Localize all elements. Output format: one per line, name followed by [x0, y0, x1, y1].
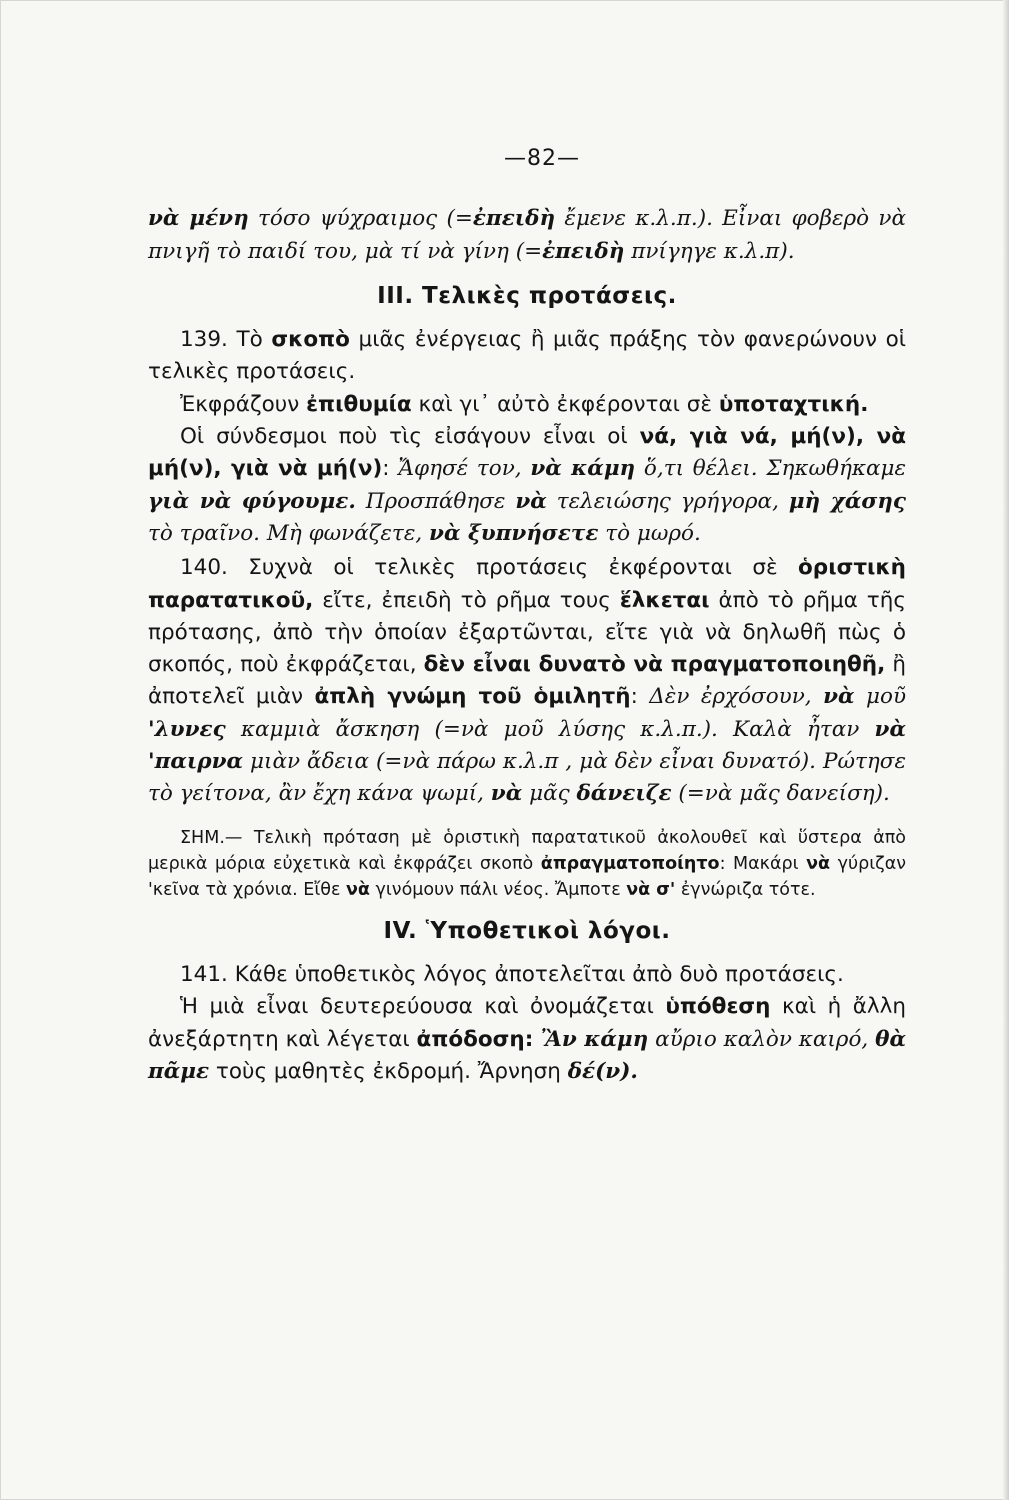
paragraph-139-conjunctions — [148, 421, 906, 550]
text-run: 'λυνες — [148, 716, 226, 742]
text-run: ἕλκεται — [619, 587, 710, 613]
text-run: Οἱ σύνδεσμοι ποὺ τὶς εἰσάγουν εἶναι οἱ — [180, 424, 640, 450]
text-run: νά, γιὰ νά, μή(ν), νὰ μή(ν), γιὰ νὰ μή(ν) — [148, 424, 906, 482]
text-run: δὲν εἶναι δυνατὸ νὰ πραγματοποιηθῆ, — [423, 652, 886, 678]
text-run: μιᾶς ἐνέργειας ἢ μιᾶς πράξης τὸν φανερώνουν οἱ τελικὲς προτάσεις. — [148, 327, 907, 385]
text-run: τοὺς μαθητὲς ἐκδρομή. Ἄρνηση — [209, 1058, 568, 1084]
text-run: Δὲν ἐρχόσουν, — [649, 684, 824, 710]
text-run: ΣΗΜ.— Τελικὴ πρόταση μὲ ὁριστικὴ παρατατικοῦ ἀκολουθεῖ καὶ ὕστερα ἀπὸ μερικὰ μόρια εὐχετικὰ καὶ ἐκφράζει σκοπὸ — [148, 827, 906, 874]
text-run: ἢ ἀποτελεῖ μιὰν — [148, 652, 906, 710]
paragraph-141 — [148, 959, 906, 991]
text-run: τόσο ψύχραιμος (= — [248, 206, 473, 232]
text-run: : Μακάρι — [719, 853, 807, 874]
text-run: ὁριστικὴ παρατατικοῦ, — [148, 555, 906, 613]
paragraph-139-mood — [148, 389, 906, 421]
text-run: καὶ γι᾽ αὐτὸ ἐκφέρονται σὲ — [411, 391, 719, 417]
section-heading-conditional-sentences: IV. Ὑποθετικοὶ λόγοι. — [383, 917, 671, 944]
text-run: νὰ — [823, 684, 855, 710]
paragraph-139-purpose — [148, 324, 906, 389]
page-number: —82— — [504, 146, 580, 171]
text-run: νὰ μένη — [148, 206, 249, 232]
text-run: εἴτε, ἐπειδὴ τὸ ρῆμα τους — [313, 587, 620, 613]
text-run: ἀπόδοση — [416, 1026, 525, 1052]
text-run: μὴ χάσης — [788, 488, 906, 514]
text-run: ὑπόθεση — [665, 994, 771, 1020]
text-run: νὰ 'παιρνα — [148, 716, 906, 775]
text-run: ἐπειδὴ — [542, 238, 625, 264]
text-run: : — [630, 684, 650, 710]
text-run: δάνειζε — [576, 781, 672, 807]
text-run: Ἄφησέ τον, — [398, 456, 531, 482]
text-run: νὰ — [515, 488, 547, 514]
text-run: αὔριο καλὸν καιρό, — [648, 1026, 876, 1052]
text-run: δέ(ν). — [567, 1058, 638, 1084]
text-run: τελειώσης γρήγορα, — [546, 488, 789, 514]
text-run: ὅ,τι θέλει. Σηκωθήκαμε — [635, 456, 906, 482]
text-run: τὸ τραῖνο. Μὴ φωνάζετε, — [148, 520, 430, 546]
text-run: γινόμουν πάλι νέος. Ἄμποτε — [369, 879, 627, 900]
text-run: σκοπὸ — [271, 327, 350, 353]
text-run: ἀπραγματοποίητο — [540, 853, 720, 874]
text-run: ἐπιθυμία — [306, 391, 412, 417]
text-run: ἐγνώριζα τότε. — [675, 879, 816, 900]
section-heading-final-clauses: III. Τελικὲς προτάσεις. — [377, 282, 677, 309]
text-run: ἀπὸ τὸ ρῆμα τῆς πρότασης, ἀπὸ τὴν ὁποίαν ἐξαρτῶνται, εἴτε γιὰ νὰ δηλωθῆ πὼς ὁ σκοπός, ποὺ ἐκφράζεται, — [148, 587, 906, 678]
text-run: Ἡ μιὰ εἶναι δευτερεύουσα καὶ ὀνομάζεται — [180, 994, 666, 1020]
text-run: μιὰν ἄδεια (=νὰ πάρω κ.λ.π , μὰ δὲν εἶναι δυνατό). Ρώτησε τὸ γείτονα, ἂν ἔχη κάνα ψωμί, — [148, 749, 906, 807]
text-run: νὰ ξυπνήσετε — [429, 520, 599, 546]
text-run: Ἐκφράζουν — [180, 391, 307, 417]
text-run: πνίγηγε κ.λ.π). — [624, 238, 795, 264]
text-run: Ἂν κάμη — [540, 1026, 649, 1052]
text-run: καὶ ἡ ἄλλη ἀνεξάρτητη καὶ λέγεται — [148, 994, 907, 1052]
text-run: νὰ — [346, 879, 370, 900]
text-run: γύριζαν 'κεῖνα τὰ χρόνια. Εἴθε — [148, 853, 907, 900]
text-run: 139. Τὸ — [180, 327, 272, 353]
text-run: ἐπειδὴ — [472, 206, 556, 232]
text-run: : — [524, 1026, 541, 1052]
text-run: : — [382, 456, 399, 482]
page-content — [148, 143, 906, 1088]
paragraph-141-parts — [148, 991, 906, 1088]
text-run: νὰ σ' — [626, 879, 676, 900]
text-run: νὰ — [490, 781, 523, 807]
text-run: ὑποταχτική. — [718, 391, 869, 417]
text-run: 140. Συχνὰ οἱ τελικὲς προτάσεις ἐκφέρονται σὲ — [180, 555, 799, 581]
text-run: καμμιὰ ἄσκηση (=νὰ μοῦ λύσης κ.λ.π.). Καλὰ ἦταν — [225, 716, 875, 742]
text-run: (=νὰ μᾶς δανείση). — [671, 781, 890, 807]
text-run: Προσπάθησε — [355, 488, 516, 514]
text-run: νὰ — [806, 853, 831, 874]
text-run: ἀπλὴ γνώμη τοῦ ὁμιλητῆ — [314, 684, 631, 710]
note-paragraph — [148, 825, 906, 903]
text-run: γιὰ νὰ φύγουμε. — [148, 488, 356, 514]
paragraph-intro — [148, 203, 906, 268]
text-run: θὰ πᾶμε — [148, 1026, 906, 1084]
text-run: 141. Κάθε ὑποθετικὸς λόγος ἀποτελεῖται ἀπὸ δυὸ προτάσεις. — [180, 961, 844, 987]
text-run: νὰ κάμη — [530, 456, 636, 482]
text-run: μᾶς — [522, 781, 577, 807]
text-run: μοῦ — [854, 684, 907, 710]
text-run: τὸ μωρό. — [598, 520, 701, 546]
paragraph-140 — [148, 552, 906, 810]
page-edge-shadow — [1003, 0, 1009, 1500]
text-run: ἔμενε κ.λ.π.). Εἶναι φοβερὸ νὰ πνιγῆ τὸ παιδί του, μὰ τί νὰ γίνη (= — [148, 206, 906, 264]
